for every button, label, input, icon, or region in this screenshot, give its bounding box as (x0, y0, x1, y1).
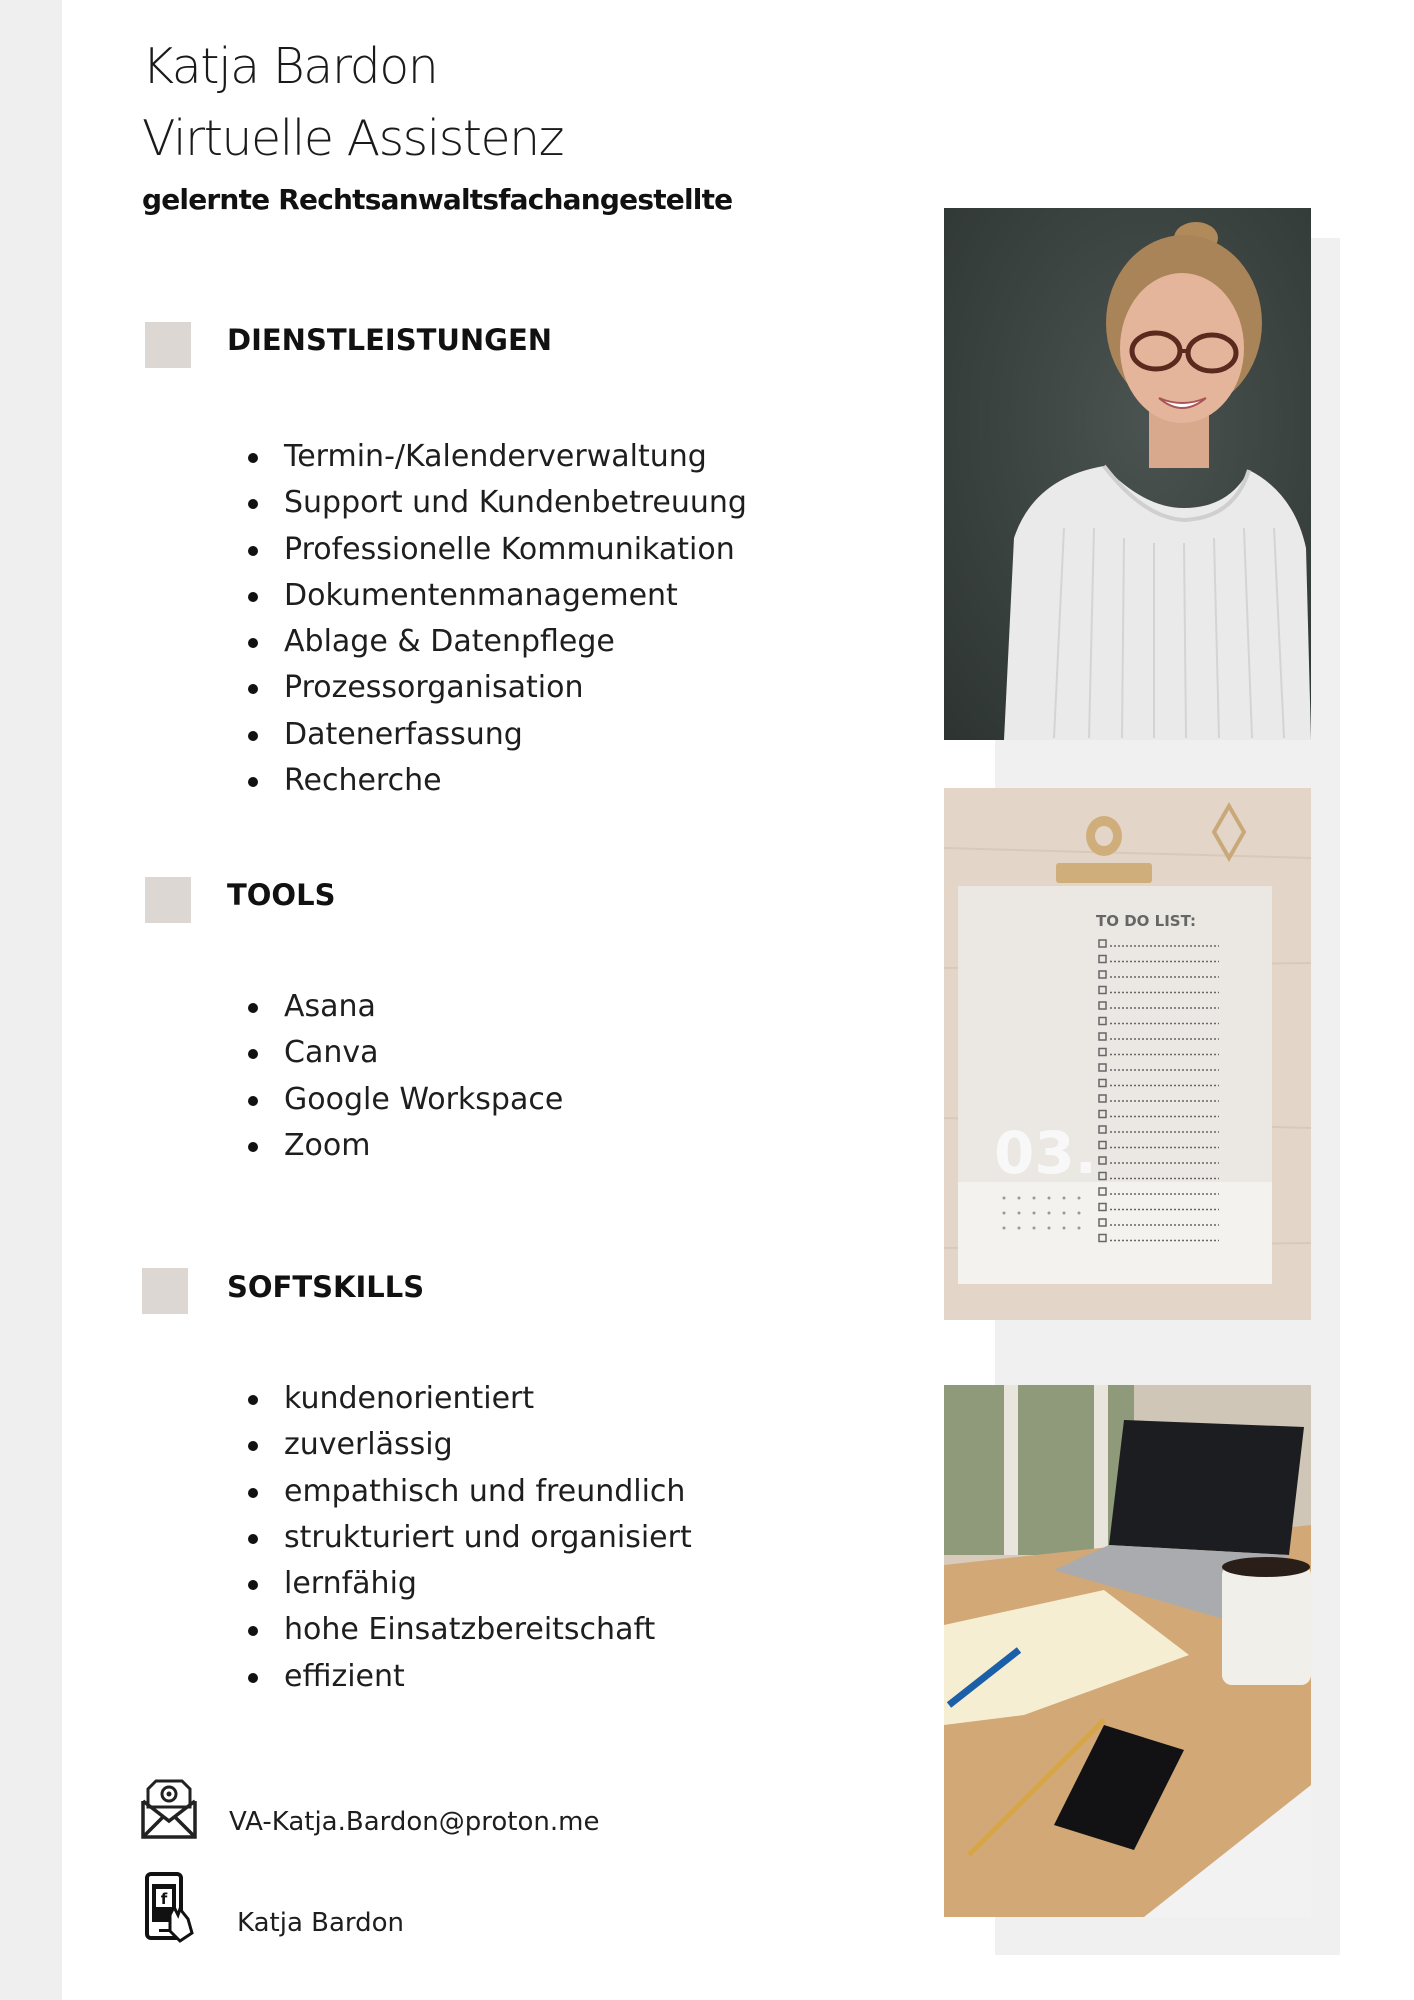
list-item: Ablage & Datenpflege (248, 619, 747, 665)
qualification-subtitle: gelernte Rechtsanwaltsfachangestellte (142, 183, 733, 216)
section-title-tools: TOOLS (227, 878, 336, 912)
todo-clipboard-photo (944, 788, 1311, 1320)
left-side-band (0, 0, 62, 2000)
tools-list (248, 984, 563, 1169)
list-item: zuverlässig (248, 1422, 692, 1468)
list-item: empathisch und freundlich (248, 1469, 692, 1515)
list-item: strukturiert und organisiert (248, 1515, 692, 1561)
section-title-dienstleistungen: DIENSTLEISTUNGEN (227, 323, 553, 357)
clipboard-number: 03. (994, 1119, 1097, 1187)
list-item: Recherche (248, 758, 747, 804)
email-envelope-icon (140, 1777, 198, 1845)
list-item: lernfähig (248, 1561, 692, 1607)
list-item: Support und Kundenbetreuung (248, 480, 747, 526)
facebook-phone-icon (144, 1871, 196, 1947)
list-item: Asana (248, 984, 563, 1030)
section-marker-square (145, 877, 191, 923)
facebook-name[interactable]: Katja Bardon (237, 1908, 405, 1938)
clipboard-heading: TO DO LIST: (1096, 912, 1196, 930)
list-item: Professionelle Kommunikation (248, 527, 747, 573)
list-item: Datenerfassung (248, 712, 747, 758)
softskills-list (248, 1376, 692, 1700)
section-title-softskills: SOFTSKILLS (227, 1270, 425, 1304)
section-marker-square (145, 322, 191, 368)
list-item: effizient (248, 1654, 692, 1700)
email-address[interactable]: VA-Katja.Bardon@proton.me (229, 1807, 600, 1837)
list-item: Dokumentenmanagement (248, 573, 747, 619)
job-title: Virtuelle Assistenz (142, 110, 563, 167)
list-item: Canva (248, 1030, 563, 1076)
list-item: Google Workspace (248, 1077, 563, 1123)
portrait-photo (944, 208, 1311, 740)
services-list (248, 434, 747, 804)
section-marker-square (142, 1268, 188, 1314)
list-item: hohe Einsatzbereitschaft (248, 1607, 692, 1653)
list-item: Prozessorganisation (248, 665, 747, 711)
list-item: Zoom (248, 1123, 563, 1169)
svg-text:f: f (160, 1890, 168, 1908)
person-name: Katja Bardon (142, 38, 438, 95)
list-item: Termin-/Kalenderverwaltung (248, 434, 747, 480)
list-item: kundenorientiert (248, 1376, 692, 1422)
desk-laptop-photo (944, 1385, 1311, 1917)
